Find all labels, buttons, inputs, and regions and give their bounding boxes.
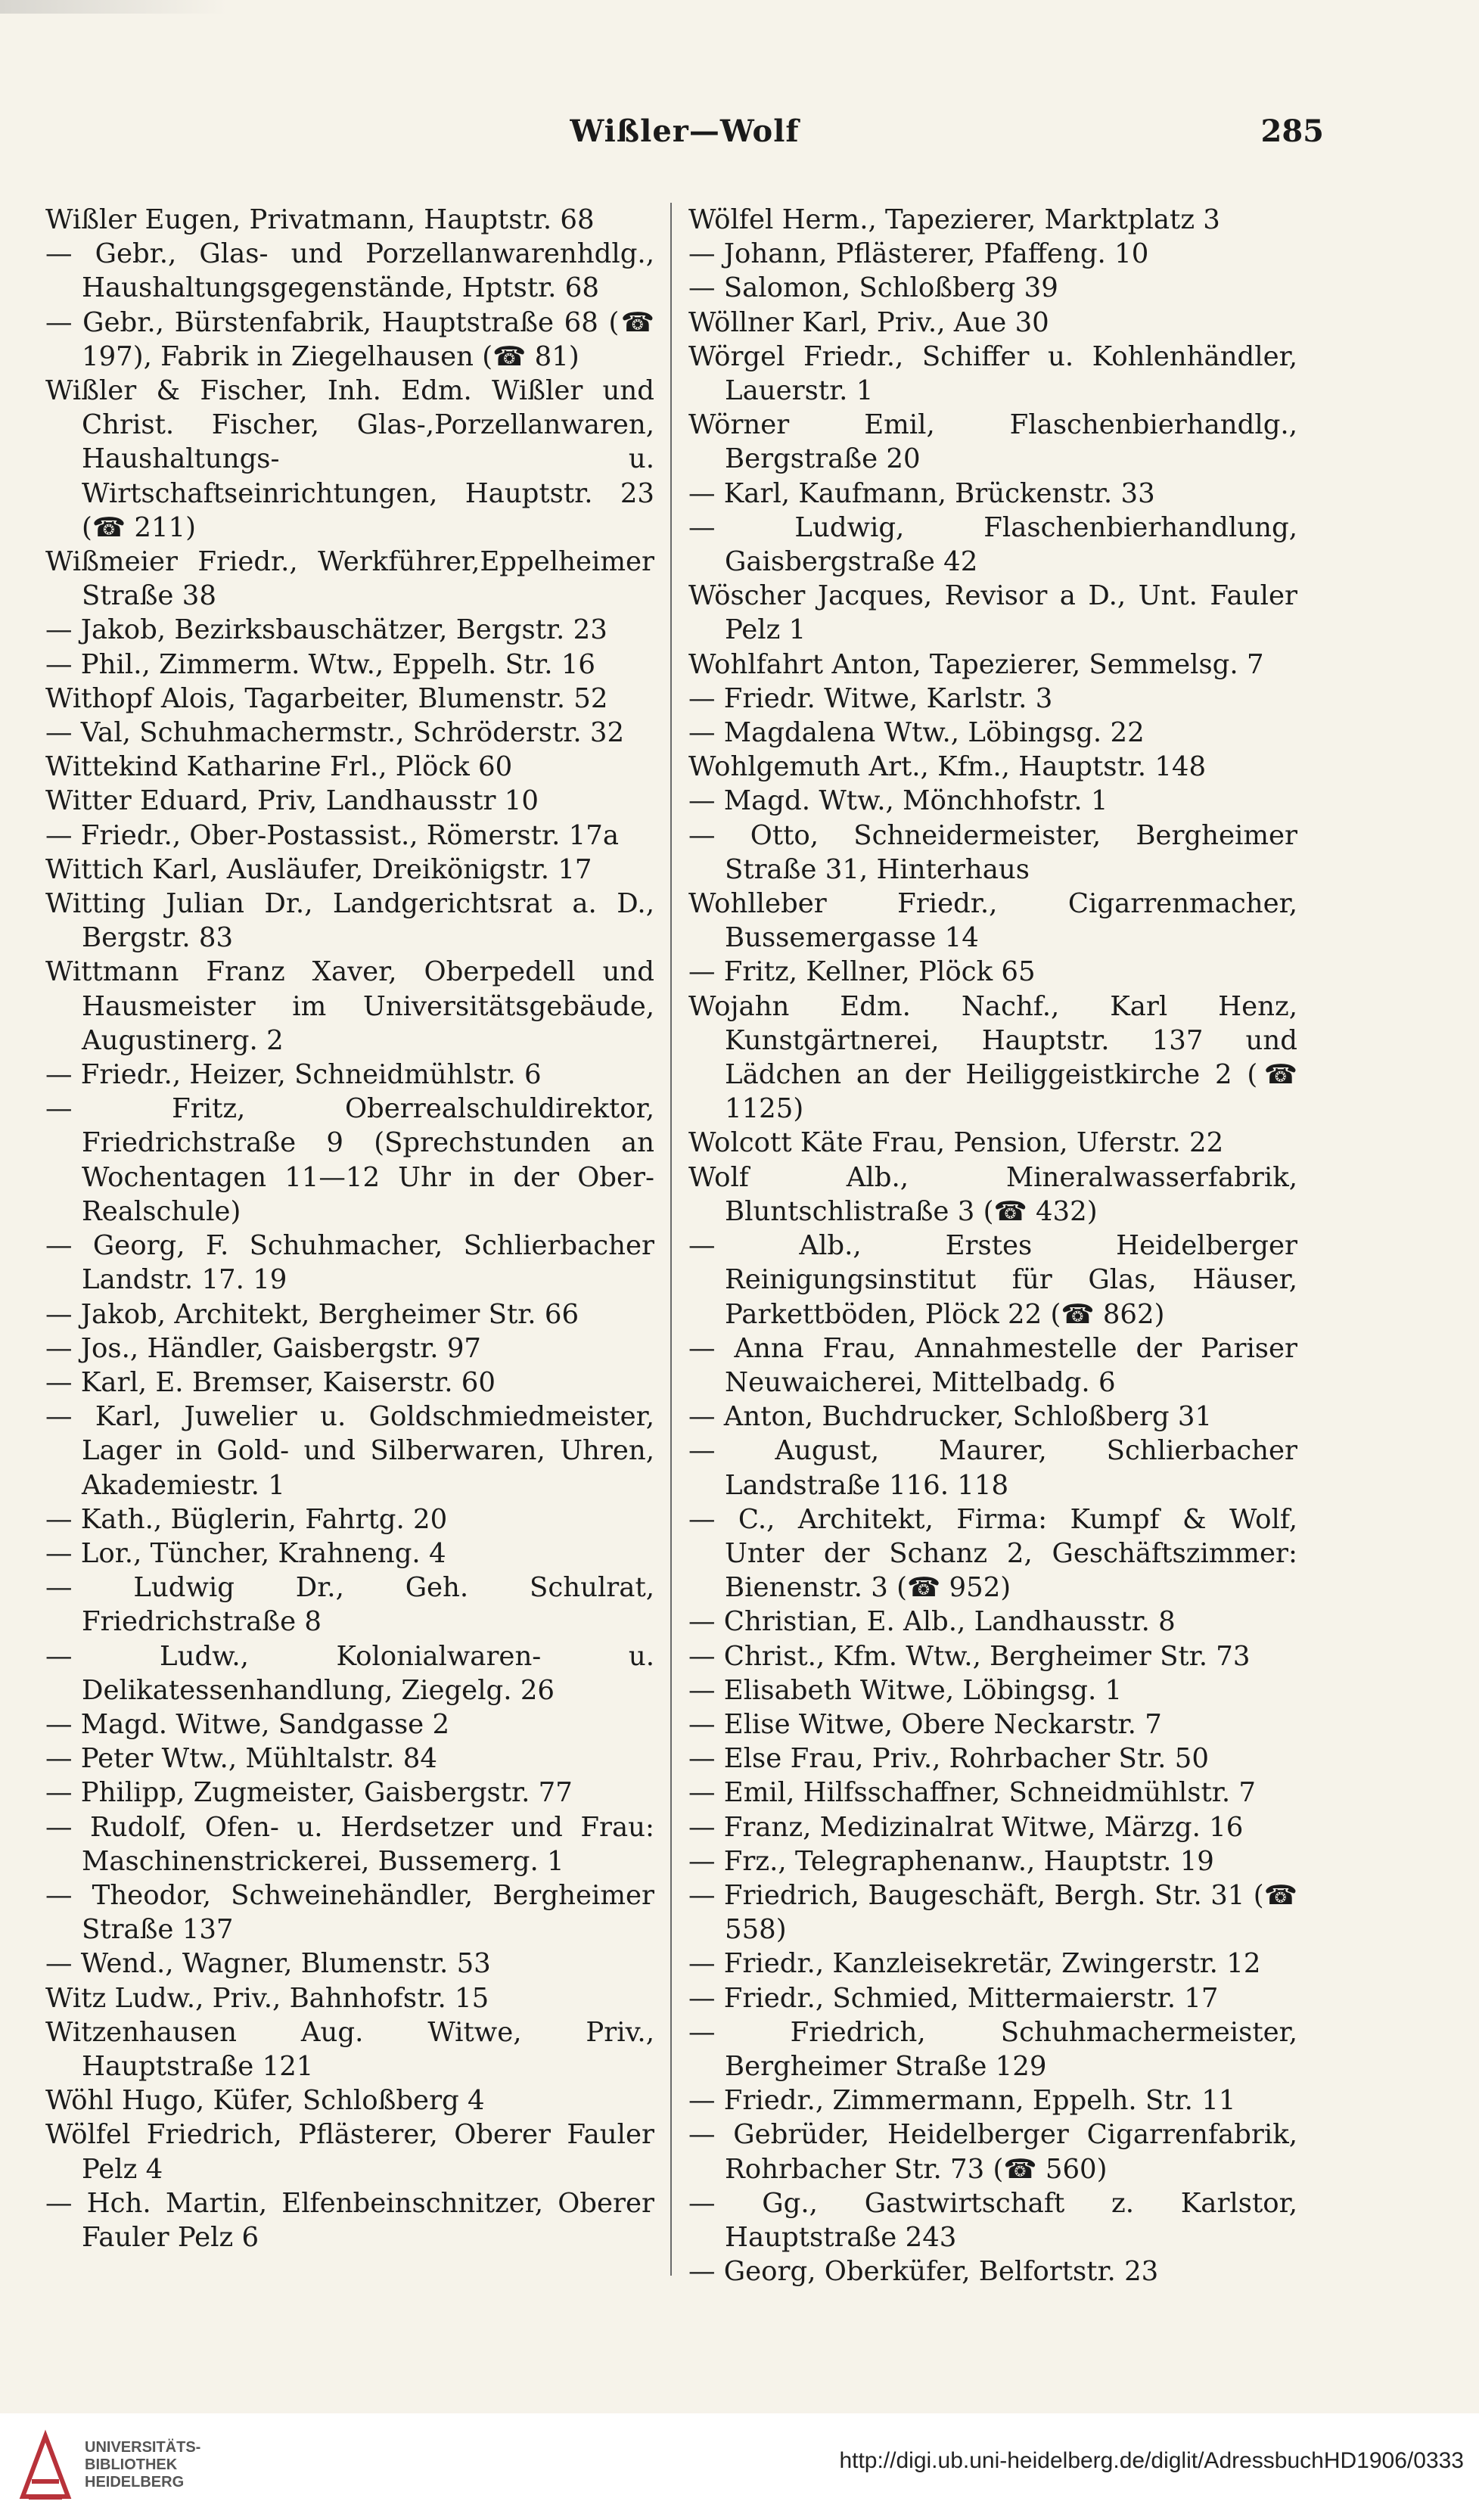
directory-entry: — Else Frau, Priv., Rohrbacher Str. 50 (688, 1743, 1209, 1775)
source-url-link[interactable]: http://digi.ub.uni-heidelberg.de/diglit/AdressbuchHD1906/0333 (839, 2448, 1464, 2473)
directory-entry: — Ludwig, Flaschenbierhandlung, Gaisbergstraße 42 (688, 511, 1297, 578)
directory-entry: — Friedrich, Baugeschäft, Bergh. Str. 31 (☎ 558) (688, 1879, 1297, 1946)
university-logo-icon (15, 2428, 76, 2504)
directory-entry: — Gebr., Glas- und Porzellanwarenhdlg., Haushaltungsgegenstände, Hptstr. 68 (45, 238, 654, 304)
directory-entry: Witz Ludw., Priv., Bahnhofstr. 15 (45, 1982, 489, 2014)
directory-entry: — Franz, Medizinalrat Witwe, Märzg. 16 (688, 1811, 1244, 1843)
directory-entry: Wohlgemuth Art., Kfm., Hauptstr. 148 (688, 751, 1207, 783)
directory-entry: Wolcott Käte Frau, Pension, Uferstr. 22 (688, 1127, 1224, 1159)
directory-entry: — Fritz, Kellner, Plöck 65 (688, 956, 1036, 988)
directory-entry: Wißler & Fischer, Inh. Edm. Wißler und Christ. Fischer, Glas-,Porzellanwaren, Haushaltungs- u. Wirtschaftseinrichtungen, Hauptstr. 23 (☎ 211) (45, 375, 654, 543)
directory-entry: Wißmeier Friedr., Werkführer,Eppelheimer Straße 38 (45, 546, 654, 612)
directory-entry: — Karl, E. Bremser, Kaiserstr. 60 (45, 1366, 496, 1398)
directory-entry: — Hch. Martin, Elfenbeinschnitzer, Oberer Fauler Pelz 6 (45, 2187, 654, 2253)
directory-entry: Wörner Emil, Flaschenbierhandlg., Bergstraße 20 (688, 409, 1297, 475)
directory-entry: — Magd. Witwe, Sandgasse 2 (45, 1708, 450, 1740)
directory-entry: Wojahn Edm. Nachf., Karl Henz, Kunstgärtnerei, Hauptstr. 137 und Lädchen an der Heiliggeistkirche 2 (☎ 1125) (688, 990, 1297, 1125)
directory-entry: — Rudolf, Ofen- u. Herdsetzer und Frau: Maschinenstrickerei, Bussemerg. 1 (45, 1811, 654, 1877)
directory-entry: — Friedr., Kanzleisekretär, Zwingerstr. 12 (688, 1948, 1261, 1980)
directory-entry: — Ludw., Kolonialwaren- u. Delikatessenhandlung, Ziegelg. 26 (45, 1640, 654, 1706)
library-name-line: HEIDELBERG (85, 2474, 185, 2490)
directory-entry: — Johann, Pflästerer, Pfaffeng. 10 (688, 238, 1149, 270)
library-name-line: BIBLIOTHEK (85, 2456, 178, 2473)
directory-entry: — Frz., Telegraphenanw., Hauptstr. 19 (688, 1845, 1214, 1877)
directory-entry: Wittekind Katharine Frl., Plöck 60 (45, 751, 513, 783)
directory-entry: Wörgel Friedr., Schiffer u. Kohlenhändler, Lauerstr. 1 (688, 340, 1297, 407)
footer-bar (0, 2413, 1479, 2520)
directory-entry: — Georg, F. Schuhmacher, Schlierbacher Landstr. 17. 19 (45, 1230, 654, 1296)
directory-entry: — Elisabeth Witwe, Löbingsg. 1 (688, 1674, 1123, 1706)
directory-entry: — August, Maurer, Schlierbacher Landstraße 116. 118 (688, 1435, 1297, 1501)
directory-entry: Wißler Eugen, Privatmann, Hauptstr. 68 (45, 204, 595, 235)
directory-entry: — Jakob, Bezirksbauschätzer, Bergstr. 23 (45, 614, 607, 646)
directory-entry: — Friedr., Ober-Postassist., Römerstr. 17a (45, 819, 619, 851)
directory-entry: — Friedr., Schmied, Mittermaierstr. 17 (688, 1982, 1219, 2014)
directory-entry: — Theodor, Schweinehändler, Bergheimer Straße 137 (45, 1879, 654, 1946)
directory-entry: — Karl, Juwelier u. Goldschmiedmeister, Lager in Gold- und Silberwaren, Uhren, Akademiestr. 1 (45, 1401, 654, 1501)
directory-entry: — Gebr., Bürstenfabrik, Hauptstraße 68 (☎ 197), Fabrik in Ziegelhausen (☎ 81) (45, 306, 654, 372)
directory-entry: — Fritz, Oberrealschuldirektor, Friedrichstraße 9 (Sprechstunden an Wochentagen 11—12 Uhr in der Ober-Realschule) (45, 1093, 654, 1227)
page-header (45, 113, 1324, 159)
page-number: 285 (1260, 113, 1324, 149)
directory-entry: Wöscher Jacques, Revisor a D., Unt. Fauler Pelz 1 (688, 580, 1297, 646)
directory-entry: — Karl, Kaufmann, Brückenstr. 33 (688, 477, 1155, 509)
directory-entry: — Alb., Erstes Heidelberger Reinigungsinstitut für Glas, Häuser, Parkettböden, Plöck 22 (☎ 862) (688, 1230, 1297, 1330)
directory-entry: — Anna Frau, Annahmestelle der Pariser Neuwaicherei, Mittelbadg. 6 (688, 1332, 1297, 1398)
directory-entry: — Georg, Oberküfer, Belfortstr. 23 (688, 2256, 1159, 2288)
directory-entry: Wohlfahrt Anton, Tapezierer, Semmelsg. 7 (688, 648, 1264, 680)
directory-entry: — Val, Schuhmachermstr., Schröderstr. 32 (45, 717, 625, 749)
scan-edge (0, 0, 227, 14)
directory-entry: — Christian, E. Alb., Landhausstr. 8 (688, 1606, 1176, 1638)
directory-entry: — Jakob, Architekt, Bergheimer Str. 66 (45, 1298, 579, 1330)
running-title: Wißler—Wolf (570, 113, 800, 149)
directory-entry: Wölfel Herm., Tapezierer, Marktplatz 3 (688, 204, 1220, 235)
directory-entry: — Philipp, Zugmeister, Gaisbergstr. 77 (45, 1777, 573, 1809)
directory-entry: — Elise Witwe, Obere Neckarstr. 7 (688, 1708, 1162, 1740)
directory-entry: — Kath., Büglerin, Fahrtg. 20 (45, 1503, 448, 1535)
library-name-line: UNIVERSITÄTS- (85, 2439, 201, 2456)
directory-entry: — Friedr., Zimmermann, Eppelh. Str. 11 (688, 2085, 1236, 2117)
right-column (688, 203, 1297, 2289)
directory-entry: — Phil., Zimmerm. Wtw., Eppelh. Str. 16 (45, 648, 595, 680)
directory-entry: Wöhl Hugo, Küfer, Schloßberg 4 (45, 2085, 485, 2117)
directory-entry: — Emil, Hilfsschaffner, Schneidmühlstr. 7 (688, 1777, 1256, 1809)
directory-entry: Wittmann Franz Xaver, Oberpedell und Hausmeister im Universitätsgebäude, Augustinerg. 2 (45, 956, 654, 1056)
directory-entry: Witting Julian Dr., Landgerichtsrat a. D., Bergstr. 83 (45, 888, 654, 954)
directory-entry: — Jos., Händler, Gaisbergstr. 97 (45, 1332, 481, 1364)
directory-entry: — Christ., Kfm. Wtw., Bergheimer Str. 73 (688, 1640, 1251, 1672)
directory-entry: Wolf Alb., Mineralwasserfabrik, Bluntschlistraße 3 (☎ 432) (688, 1161, 1297, 1227)
directory-entry: Wittich Karl, Ausläufer, Dreikönigstr. 17 (45, 853, 592, 885)
directory-entry: — Peter Wtw., Mühltalstr. 84 (45, 1743, 437, 1775)
directory-entry: Withopf Alois, Tagarbeiter, Blumenstr. 52 (45, 682, 608, 714)
directory-entry: — Gg., Gastwirtschaft z. Karlstor, Hauptstraße 243 (688, 2187, 1297, 2253)
directory-entry: — Ludwig Dr., Geh. Schulrat, Friedrichstraße 8 (45, 1572, 654, 1638)
library-name (85, 2439, 200, 2491)
directory-entry: — Friedr. Witwe, Karlstr. 3 (688, 682, 1053, 714)
directory-entry: Wöllner Karl, Priv., Aue 30 (688, 306, 1049, 338)
directory-entry: — Gebrüder, Heidelberger Cigarrenfabrik, Rohrbacher Str. 73 (☎ 560) (688, 2119, 1297, 2185)
directory-entry: — Magd. Wtw., Mönchhofstr. 1 (688, 785, 1108, 817)
directory-entry: — Wend., Wagner, Blumenstr. 53 (45, 1948, 491, 1980)
directory-entry: — Friedr., Heizer, Schneidmühlstr. 6 (45, 1059, 542, 1091)
directory-entry: — Magdalena Wtw., Löbingsg. 22 (688, 717, 1145, 749)
left-column (45, 203, 654, 2254)
directory-entry: — Otto, Schneidermeister, Bergheimer Straße 31, Hinterhaus (688, 819, 1297, 885)
column-divider (670, 203, 672, 2276)
directory-entry: — Friedrich, Schuhmachermeister, Bergheimer Straße 129 (688, 2016, 1297, 2082)
directory-entry: — Lor., Tüncher, Krahneng. 4 (45, 1537, 446, 1569)
directory-entry: Wohlleber Friedr., Cigarrenmacher, Bussemergasse 14 (688, 888, 1297, 954)
directory-entry: Wölfel Friedrich, Pflästerer, Oberer Fauler Pelz 4 (45, 2119, 654, 2185)
directory-entry: Witzenhausen Aug. Witwe, Priv., Hauptstraße 121 (45, 2016, 654, 2082)
directory-entry: Witter Eduard, Priv, Landhausstr 10 (45, 785, 539, 817)
directory-entry: — Salomon, Schloßberg 39 (688, 272, 1058, 304)
directory-entry: — Anton, Buchdrucker, Schloßberg 31 (688, 1401, 1213, 1433)
directory-entry: — C., Architekt, Firma: Kumpf & Wolf, Unter der Schanz 2, Geschäftszimmer: Bienenstr. 3 (☎ 952) (688, 1503, 1297, 1604)
